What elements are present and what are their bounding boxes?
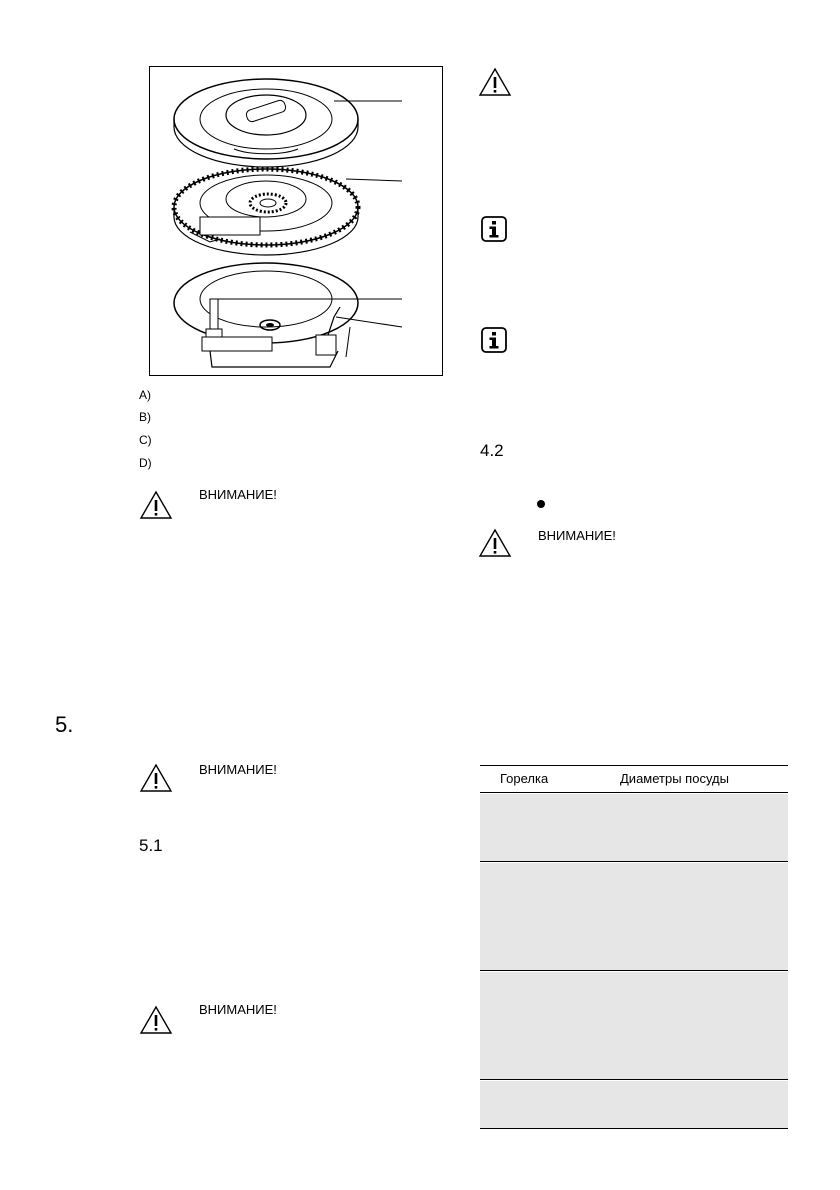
burner-diagram [149,66,443,376]
table-header-diameter: Диаметры посуды [620,771,729,786]
table-header [480,765,788,793]
table-row [480,1081,788,1129]
table-row [480,863,788,971]
warning-label: ВНИМАНИЕ! [199,487,277,502]
info-icon [481,216,507,242]
warning-label: ВНИМАНИЕ! [199,1002,277,1017]
warning-triangle-icon [139,490,173,520]
section-5-1-heading: 5.1 [139,836,163,855]
legend-b: B) [139,410,151,424]
table-header-burner: Горелка [500,771,549,786]
bullet-icon [537,500,545,508]
legend-a: A) [139,388,151,402]
warning-triangle-icon [139,1005,173,1035]
warning-label: ВНИМАНИЕ! [538,528,616,543]
warning-label: ВНИМАНИЕ! [199,762,277,777]
legend-c: C) [139,433,152,447]
section-5-heading: 5. [55,712,74,737]
burner-exploded-view [150,67,442,375]
table-row [480,972,788,1080]
info-icon [481,327,507,353]
cookware-table [480,765,788,1129]
warning-triangle-icon [478,528,512,558]
warning-triangle-icon [478,67,512,97]
section-4-2-heading: 4.2 [480,441,504,460]
legend-d: D) [139,456,152,470]
table-row [480,794,788,862]
warning-triangle-icon [139,763,173,793]
